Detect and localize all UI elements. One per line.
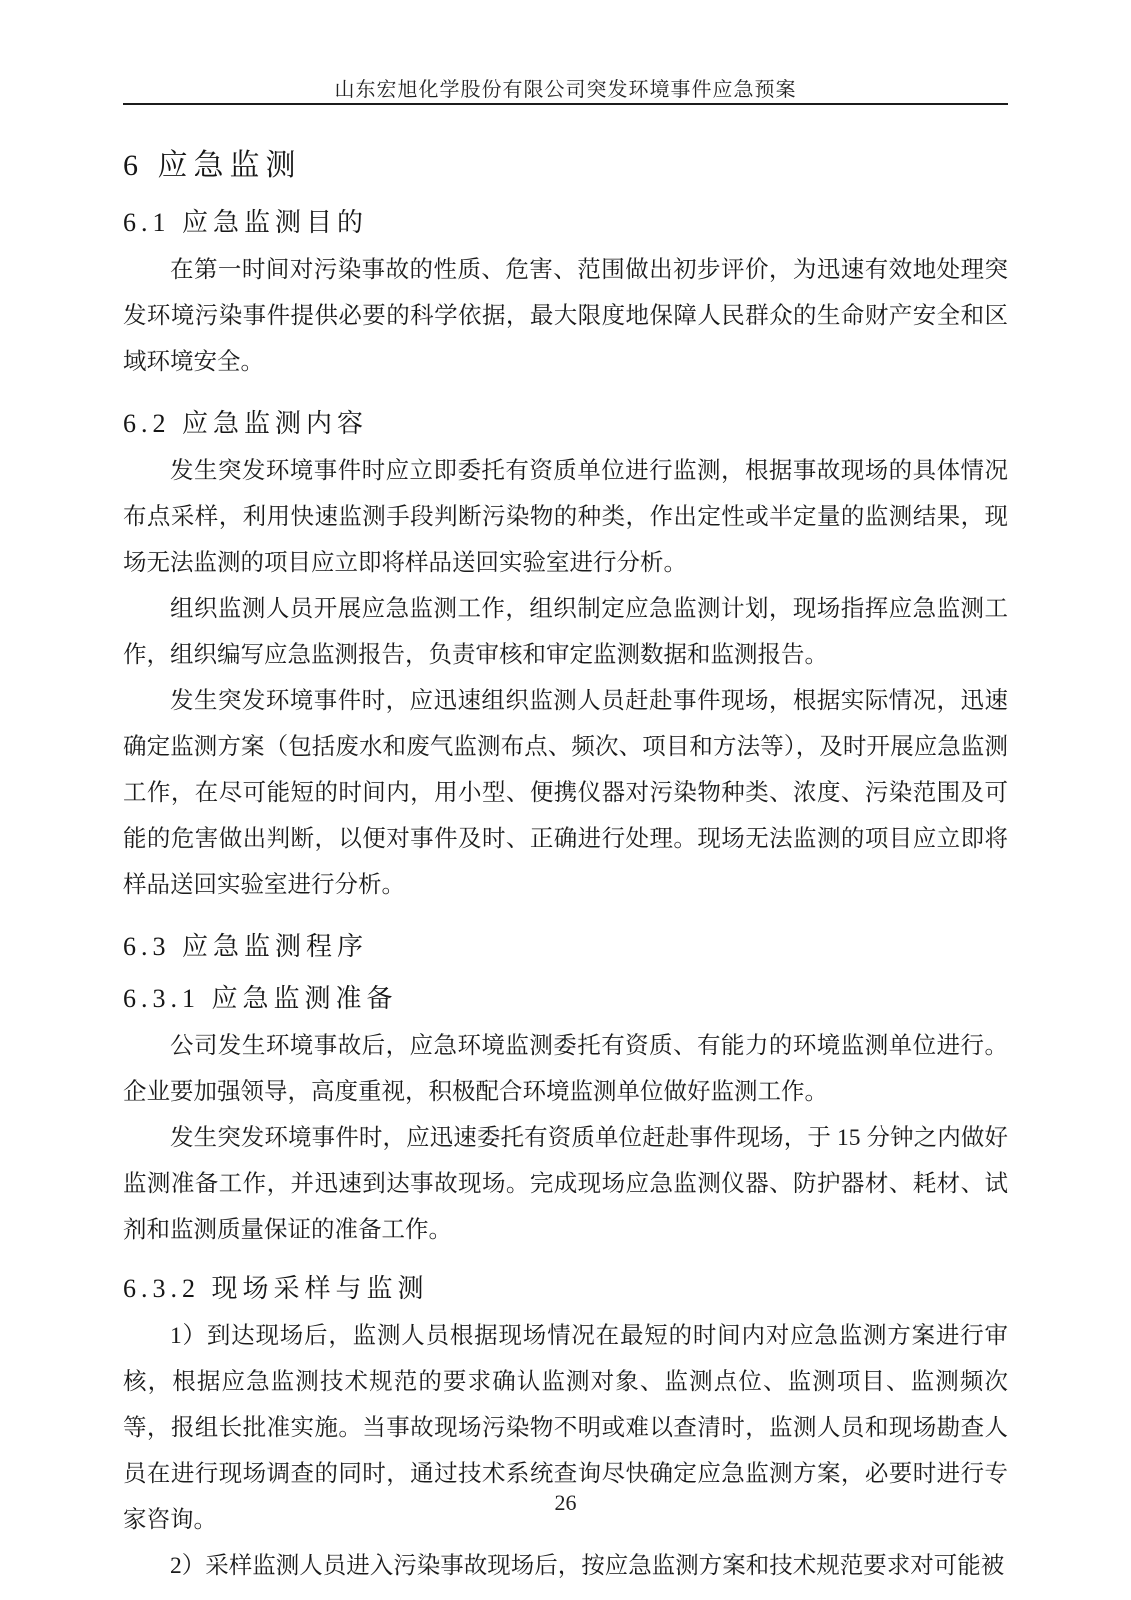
section-heading-6-3-1: 6.3.1 应急监测准备 — [123, 984, 398, 1013]
paragraph-6-3-1-prepare: 发生突发环境事件时，应迅速委托有资质单位赶赴事件现场，于 15 分钟之内做好监测准备工作，并迅速到达事故现场。完成现场应急监测仪器、防护器材、耗材、试剂和监测质量保证的准备工作。 — [123, 1125, 1008, 1243]
section-heading-6-3: 6.3 应急监测程序 — [123, 932, 369, 961]
page-header — [123, 0, 1008, 105]
paragraph-6-1-purpose: 在第一时间对污染事故的性质、危害、范围做出初步评价，为迅速有效地处理突发环境污染事件提供必要的科学依据，最大限度地保障人民群众的生命财产安全和区域环境安全。 — [123, 257, 1008, 375]
document-body — [123, 106, 1008, 1589]
paragraph-6-3-2-item-1: 1）到达现场后，监测人员根据现场情况在最短的时间内对应急监测方案进行审核，根据应急监测技术规范的要求确认监测对象、监测点位、监测项目、监测频次等，报组长批准实施。当事故现场污染物不明或难以查清时，监测人员和现场勘查人员在进行现场调查的同时，通过技术系统查询尽快确定应急监测方案，必要时进行专家咨询。 — [123, 1323, 1008, 1533]
header-divider — [123, 103, 1008, 105]
page-header-title: 山东宏旭化学股份有限公司突发环境事件应急预案 — [334, 79, 797, 101]
paragraph-6-2-monitoring: 发生突发环境事件时应立即委托有资质单位进行监测，根据事故现场的具体情况布点采样，利用快速监测手段判断污染物的种类，作出定性或半定量的监测结果，现场无法监测的项目应立即将样品送回实验室进行分析。 — [123, 458, 1008, 576]
chapter-heading-6: 6 应急监测 — [123, 149, 302, 182]
paragraph-6-3-2-item-2: 2）采样监测人员进入污染事故现场后，按应急监测方案和技术规范要求对可能被 — [170, 1553, 1005, 1579]
paragraph-6-3-1-company: 公司发生环境事故后，应急环境监测委托有资质、有能力的环境监测单位进行。企业要加强领导，高度重视，积极配合环境监测单位做好监测工作。 — [123, 1033, 1008, 1105]
paragraph-6-2-response: 发生突发环境事件时，应迅速组织监测人员赶赴事件现场，根据实际情况，迅速确定监测方案（包括废水和废气监测布点、频次、项目和方法等），及时开展应急监测工作，在尽可能短的时间内，用小型、便携仪器对污染物种类、浓度、污染范围及可能的危害做出判断，以便对事件及时、正确进行处理。现场无法监测的项目应立即将样品送回实验室进行分析。 — [123, 688, 1008, 898]
section-heading-6-2: 6.2 应急监测内容 — [123, 409, 369, 438]
page-footer — [0, 1490, 1131, 1516]
paragraph-6-2-organize: 组织监测人员开展应急监测工作，组织制定应急监测计划，现场指挥应急监测工作，组织编写应急监测报告，负责审核和审定监测数据和监测报告。 — [123, 596, 1008, 668]
page-number: 26 — [554, 1490, 577, 1515]
section-heading-6-1: 6.1 应急监测目的 — [123, 208, 369, 237]
section-heading-6-3-2: 6.3.2 现场采样与监测 — [123, 1274, 429, 1303]
